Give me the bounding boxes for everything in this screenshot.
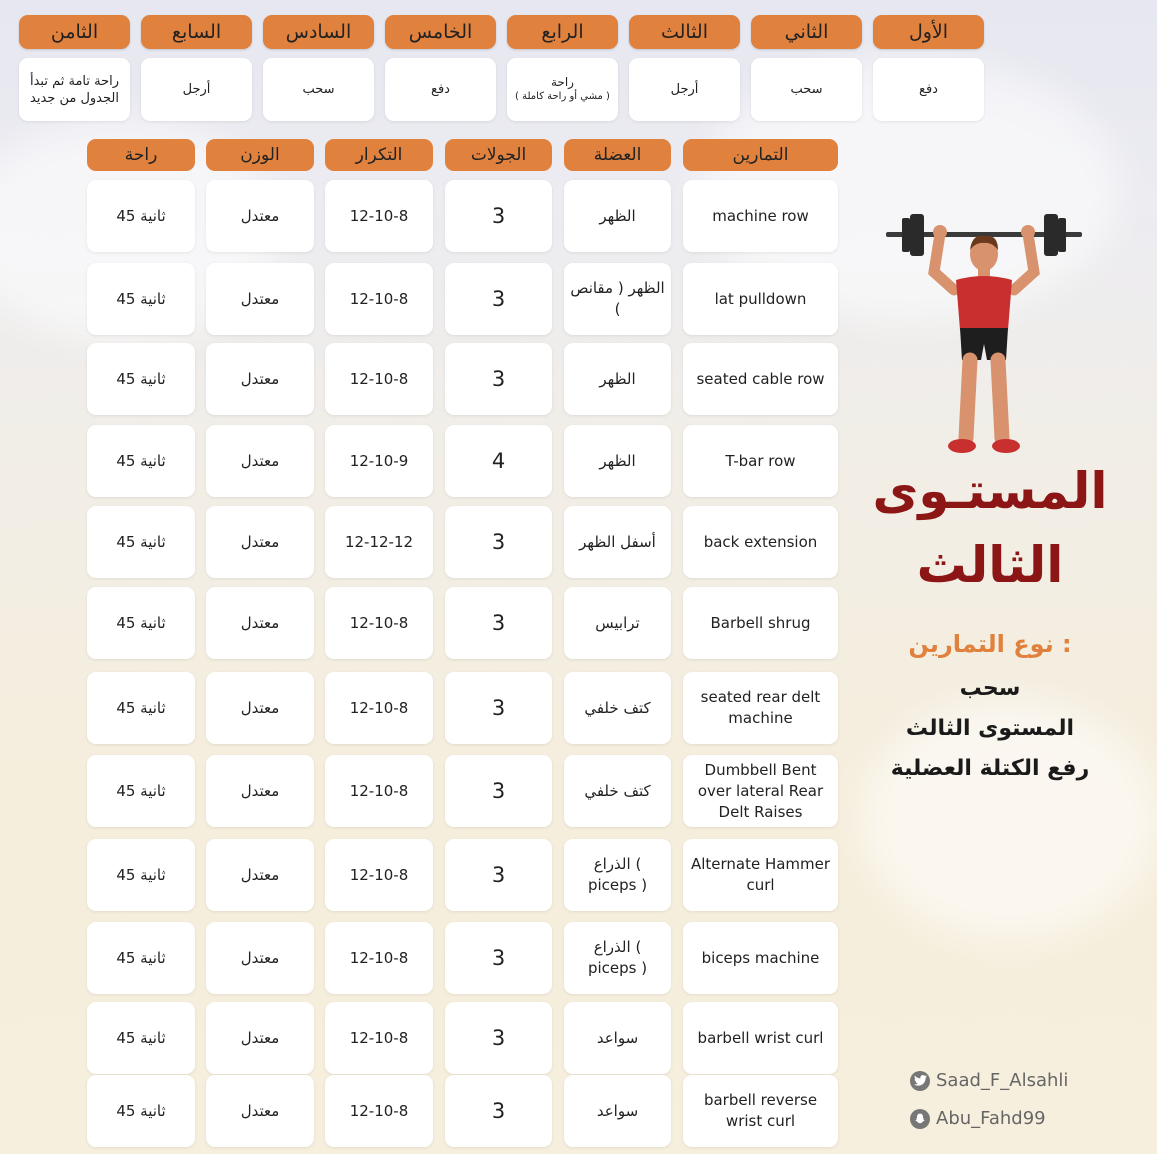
cell-rest: 45 ثانية bbox=[87, 755, 195, 827]
cell-exercise: Dumbbell Bent over lateral Rear Delt Raises bbox=[683, 755, 838, 827]
cell-reps: 12-10-8 bbox=[325, 263, 433, 335]
day-activity: سحب bbox=[790, 82, 823, 97]
cell-muscle: أسفل الظهر bbox=[564, 506, 671, 578]
twitter-handle[interactable] bbox=[910, 1070, 1068, 1091]
cell-exercise: Barbell shrug bbox=[683, 587, 838, 659]
day-header: السابع bbox=[141, 15, 252, 49]
cell-weight: معتدل bbox=[206, 425, 314, 497]
cell-sets: 3 bbox=[445, 672, 552, 744]
cell-exercise: seated cable row bbox=[683, 343, 838, 415]
cell-sets: 3 bbox=[445, 180, 552, 252]
cell-reps: 12-10-8 bbox=[325, 1075, 433, 1147]
day-activity: سحب bbox=[302, 82, 335, 97]
exercise-type-value: سحب bbox=[959, 676, 1021, 701]
cell-weight: معتدل bbox=[206, 506, 314, 578]
cell-muscle: سواعد bbox=[564, 1075, 671, 1147]
cell-muscle: الظهر bbox=[564, 180, 671, 252]
day-activity-card bbox=[263, 58, 374, 121]
cell-reps: 12-10-9 bbox=[325, 425, 433, 497]
cell-muscle: الظهر ( مقانص ) bbox=[564, 263, 671, 335]
cell-reps: 12-10-8 bbox=[325, 343, 433, 415]
cell-weight: معتدل bbox=[206, 343, 314, 415]
cell-reps: 12-12-12 bbox=[325, 506, 433, 578]
day-header: الأول bbox=[873, 15, 984, 49]
cell-exercise: barbell wrist curl bbox=[683, 1002, 838, 1074]
cell-muscle: الظهر bbox=[564, 343, 671, 415]
day-activity: أرجل bbox=[182, 82, 211, 97]
cell-rest: 45 ثانية bbox=[87, 506, 195, 578]
cell-muscle: كتف خلفي bbox=[564, 672, 671, 744]
day-header: الثالث bbox=[629, 15, 740, 49]
cell-sets: 3 bbox=[445, 1002, 552, 1074]
cell-rest: 45 ثانية bbox=[87, 180, 195, 252]
table-header-weight: الوزن bbox=[206, 139, 314, 171]
day-header: الثاني bbox=[751, 15, 862, 49]
cell-exercise: barbell reverse wrist curl bbox=[683, 1075, 838, 1147]
day-header: الخامس bbox=[385, 15, 496, 49]
cell-muscle: ترابيس bbox=[564, 587, 671, 659]
day-activity-card bbox=[141, 58, 252, 121]
twitter-username: Saad_F_Alsahli bbox=[936, 1070, 1069, 1091]
day-header: الرابع bbox=[507, 15, 618, 49]
cell-reps: 12-10-8 bbox=[325, 672, 433, 744]
cell-exercise: lat pulldown bbox=[683, 263, 838, 335]
day-activity: دفع bbox=[919, 82, 938, 97]
cell-reps: 12-10-8 bbox=[325, 180, 433, 252]
cell-sets: 3 bbox=[445, 1075, 552, 1147]
cell-muscle: الذراع ( piceps ) bbox=[564, 922, 671, 994]
cell-sets: 4 bbox=[445, 425, 552, 497]
day-activity-card bbox=[629, 58, 740, 121]
level-title-line1: المستـوى bbox=[872, 462, 1108, 520]
cell-exercise: biceps machine bbox=[683, 922, 838, 994]
cell-rest: 45 ثانية bbox=[87, 1075, 195, 1147]
table-header-reps: التكرار bbox=[325, 139, 433, 171]
cell-muscle: سواعد bbox=[564, 1002, 671, 1074]
cell-exercise: Alternate Hammer curl bbox=[683, 839, 838, 911]
snapchat-icon bbox=[910, 1109, 930, 1129]
cell-weight: معتدل bbox=[206, 180, 314, 252]
day-activity-card bbox=[385, 58, 496, 121]
cell-weight: معتدل bbox=[206, 755, 314, 827]
cell-rest: 45 ثانية bbox=[87, 263, 195, 335]
cell-rest: 45 ثانية bbox=[87, 343, 195, 415]
cell-sets: 3 bbox=[445, 839, 552, 911]
day-header: الثامن bbox=[19, 15, 130, 49]
cell-reps: 12-10-8 bbox=[325, 839, 433, 911]
day-activity-card bbox=[751, 58, 862, 121]
day-activity-card bbox=[873, 58, 984, 121]
snapchat-username: Abu_Fahd99 bbox=[936, 1108, 1046, 1129]
cell-rest: 45 ثانية bbox=[87, 839, 195, 911]
cell-sets: 3 bbox=[445, 922, 552, 994]
table-header-rest: راحة bbox=[87, 139, 195, 171]
cell-weight: معتدل bbox=[206, 839, 314, 911]
level-name: المستوى الثالث bbox=[905, 716, 1075, 741]
day-activity: دفع bbox=[431, 82, 450, 97]
cell-rest: 45 ثانية bbox=[87, 672, 195, 744]
cell-rest: 45 ثانية bbox=[87, 425, 195, 497]
cell-exercise: T-bar row bbox=[683, 425, 838, 497]
day-activity: أرجل bbox=[670, 82, 699, 97]
cell-weight: معتدل bbox=[206, 1002, 314, 1074]
cell-rest: 45 ثانية bbox=[87, 587, 195, 659]
exercise-type-label: نوع التمارين : bbox=[908, 630, 1072, 658]
cell-weight: معتدل bbox=[206, 1075, 314, 1147]
cell-muscle: الظهر bbox=[564, 425, 671, 497]
cell-reps: 12-10-8 bbox=[325, 1002, 433, 1074]
cell-sets: 3 bbox=[445, 755, 552, 827]
training-goal: رفع الكتلة العضلية bbox=[890, 756, 1090, 781]
cell-weight: معتدل bbox=[206, 922, 314, 994]
cell-sets: 3 bbox=[445, 506, 552, 578]
day-activity: راحة تامة ثم تبدأ الجدول من جديد bbox=[29, 73, 120, 106]
cell-sets: 3 bbox=[445, 263, 552, 335]
weightlifter-illustration bbox=[884, 210, 1084, 460]
table-header-exercise: التمارين bbox=[683, 139, 838, 171]
day-activity-card bbox=[19, 58, 130, 121]
twitter-icon bbox=[910, 1071, 930, 1091]
day-activity: راحة bbox=[551, 75, 574, 89]
cell-muscle: كتف خلفي bbox=[564, 755, 671, 827]
cell-rest: 45 ثانية bbox=[87, 922, 195, 994]
cell-exercise: seated rear delt machine bbox=[683, 672, 838, 744]
cell-weight: معتدل bbox=[206, 263, 314, 335]
cell-reps: 12-10-8 bbox=[325, 755, 433, 827]
cell-exercise: machine row bbox=[683, 180, 838, 252]
day-header: السادس bbox=[263, 15, 374, 49]
cell-sets: 3 bbox=[445, 587, 552, 659]
level-title-line2: الثالث bbox=[916, 536, 1064, 594]
cell-rest: 45 ثانية bbox=[87, 1002, 195, 1074]
day-activity-note: ( مشي أو راحة كاملة ) bbox=[515, 91, 610, 102]
cell-weight: معتدل bbox=[206, 672, 314, 744]
cell-sets: 3 bbox=[445, 343, 552, 415]
table-header-muscle: العضلة bbox=[564, 139, 671, 171]
cell-reps: 12-10-8 bbox=[325, 922, 433, 994]
cell-reps: 12-10-8 bbox=[325, 587, 433, 659]
day-activity-card bbox=[507, 58, 618, 121]
cell-weight: معتدل bbox=[206, 587, 314, 659]
cell-exercise: back extension bbox=[683, 506, 838, 578]
cell-muscle: الذراع ( piceps ) bbox=[564, 839, 671, 911]
snapchat-handle[interactable] bbox=[910, 1108, 1046, 1129]
table-header-sets: الجولات bbox=[445, 139, 552, 171]
